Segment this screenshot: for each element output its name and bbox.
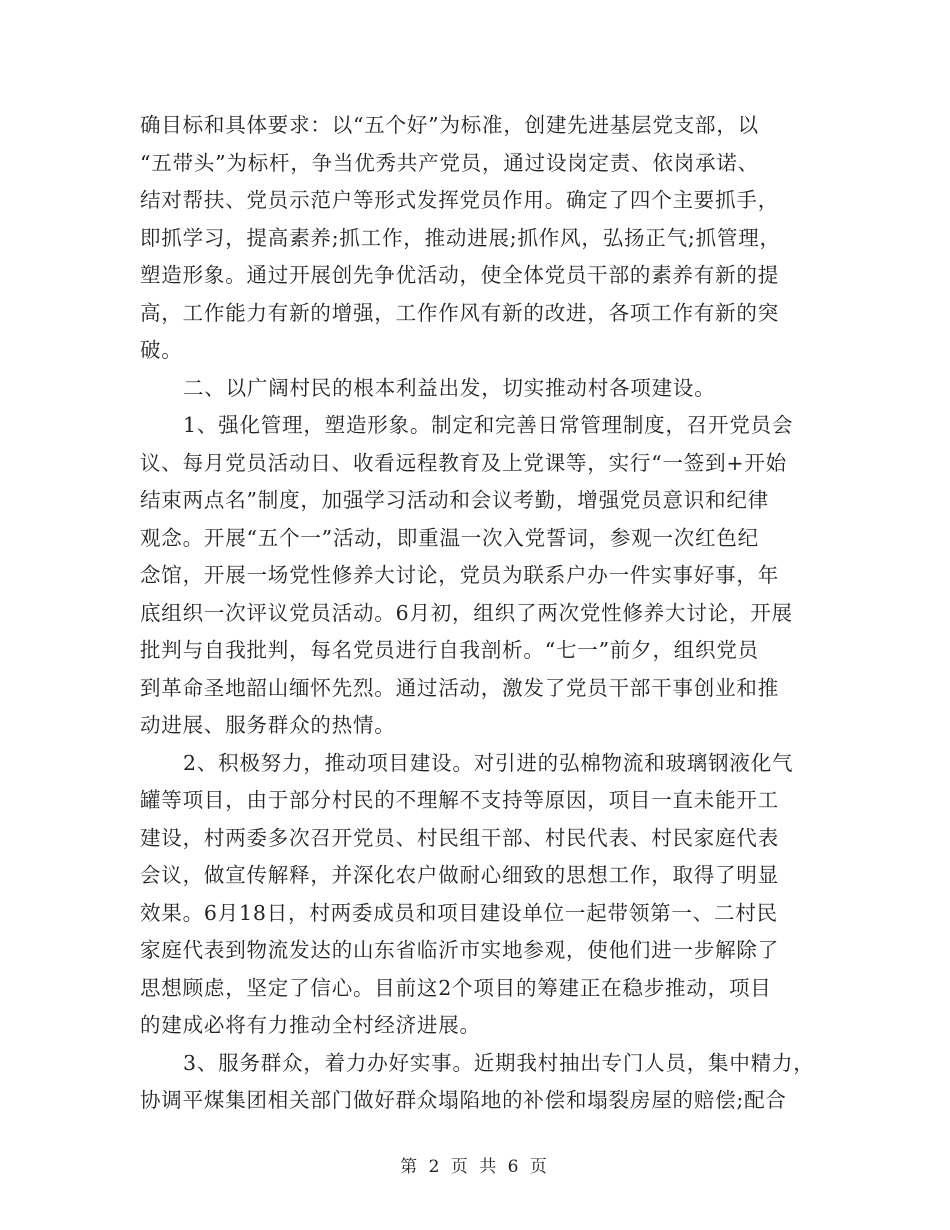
- text-line: 即抓学习，提高素养;抓工作，推动进展;抓作风，弘扬正气;抓管理，: [140, 225, 781, 250]
- text-line: 思想顾虑，坚定了信心。目前这2个项目的筹建正在稳步推动，项目: [140, 975, 772, 1000]
- text-line: 批判与自我批判，每名党员进行自我剖析。“七一”前夕，组织党员: [140, 638, 759, 662]
- text-line: 议、每月党员活动日、收看远程教育及上党课等，实行“一签到+开始: [140, 450, 787, 475]
- page-footer: 第 2 页 共 6 页: [400, 1157, 550, 1177]
- text-line: 3、服务群众，着力办好实事。近期我村抽出专门人员，集中精力，: [183, 1050, 815, 1075]
- text-line: 1、强化管理，塑造形象。制定和完善日常管理制度，召开党员会: [183, 413, 794, 437]
- text-line: 念馆，开展一场党性修养大讨论，党员为联系户办一件实事好事，年: [140, 563, 779, 587]
- text-line: 的建成必将有力推动全村经济进展。: [140, 1013, 481, 1037]
- text-line: 到革命圣地韶山缅怀先烈。通过活动，激发了党员干部干事创业和推: [140, 675, 779, 700]
- text-line: “五带头”为标杆，争当优秀共产党员，通过设岗定责、依岗承诺、: [140, 150, 759, 175]
- text-line: 会议，做宣传解释，并深化农户做耐心细致的思想工作，取得了明显: [140, 863, 779, 887]
- text-line: 2、积极努力，推动项目建设。对引进的弘棉物流和玻璃钢液化气: [183, 750, 794, 775]
- text-line: 协调平煤集团相关部门做好群众塌陷地的补偿和塌裂房屋的赔偿;配合: [140, 1088, 787, 1112]
- text-line: 动进展、服务群众的热情。: [140, 713, 396, 737]
- text-line: 效果。6月18日，村两委成员和项目建设单位一起带领第一、二村民: [140, 900, 778, 925]
- text-line: 塑造形象。通过开展创先争优活动，使全体党员干部的素养有新的提: [140, 263, 779, 287]
- text-line: 建设，村两委多次召开党员、村民组干部、村民代表、村民家庭代表: [140, 825, 779, 850]
- text-line: 确目标和具体要求：以“五个好”为标准，创建先进基层党支部，以: [140, 113, 759, 137]
- text-line: 高，工作能力有新的增强，工作作风有新的改进，各项工作有新的突: [140, 300, 779, 325]
- text-line: 结对帮扶、党员示范户等形式发挥党员作用。确定了四个主要抓手，: [140, 188, 779, 212]
- text-line: 二、以广阔村民的根本利益出发，切实推动村各项建设。: [183, 375, 716, 400]
- text-line: 家庭代表到物流发达的山东省临沂市实地参观，使他们进一步解除了: [140, 938, 779, 962]
- text-line: 罐等项目，由于部分村民的不理解不支持等原因，项目一直未能开工: [140, 788, 779, 812]
- body-text: [140, 107, 830, 1120]
- text-line: 底组织一次评议党员活动。6月初，组织了两次党性修养大讨论，开展: [140, 600, 793, 625]
- text-line: 结束两点名”制度，加强学习活动和会议考勤，增强党员意识和纪律: [140, 488, 769, 512]
- text-line: 观念。开展“五个一”活动，即重温一次入党誓词，参观一次红色纪: [140, 525, 759, 550]
- text-line: 破。: [140, 338, 183, 362]
